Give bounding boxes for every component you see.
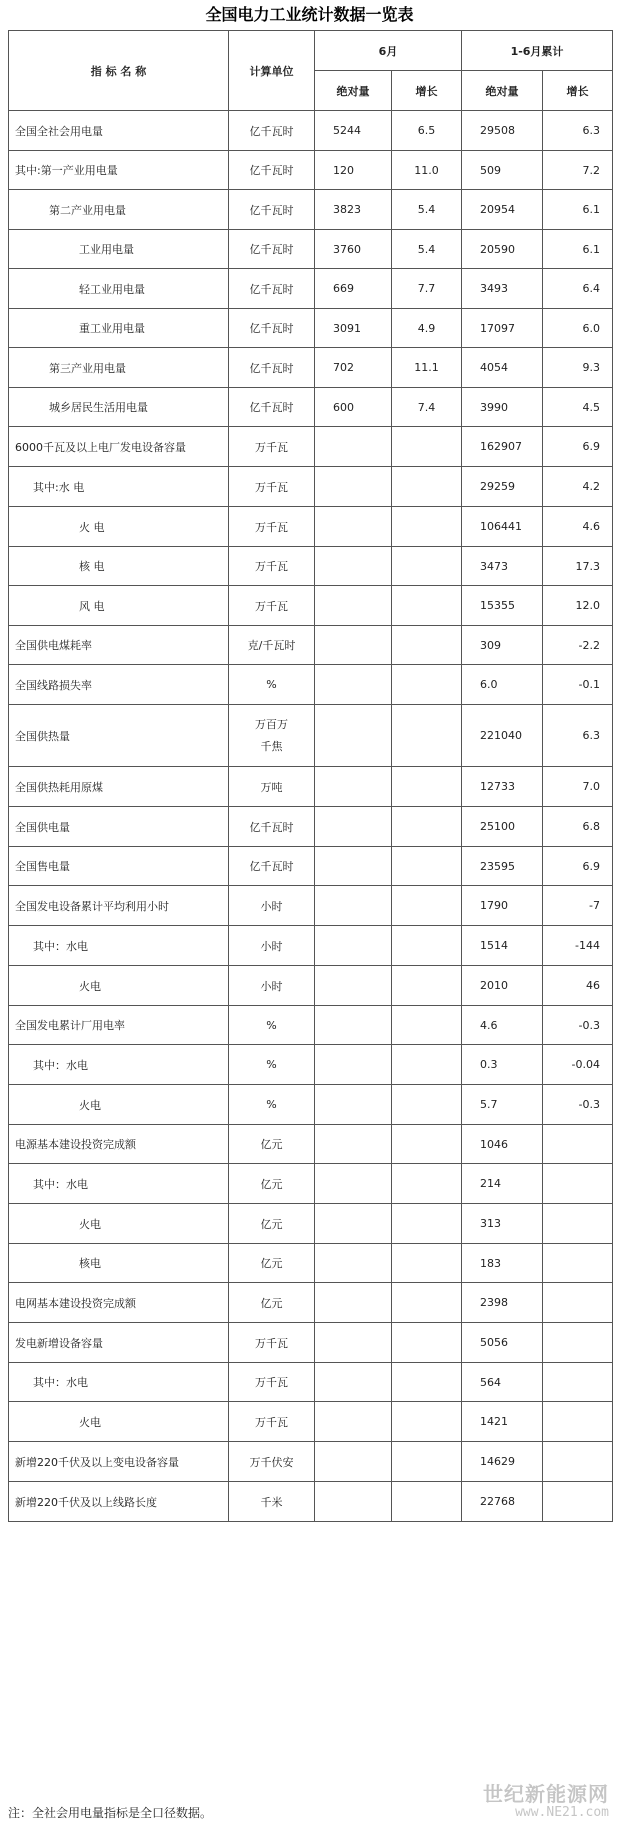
june-growth-cell: 5.4 (392, 230, 462, 269)
ytd-absolute-cell: 214 (462, 1164, 543, 1204)
ytd-absolute-cell: 6.0 (462, 665, 543, 705)
june-growth-cell: 7.4 (392, 388, 462, 427)
june-growth-cell (392, 427, 462, 467)
june-growth-cell (392, 1402, 462, 1442)
june-absolute-cell (315, 767, 392, 807)
ytd-absolute-cell: 3473 (462, 547, 543, 586)
unit-cell: 亿元 (229, 1244, 315, 1283)
table-row (9, 507, 613, 547)
indicator-name-cell: 发电新增设备容量 (9, 1323, 229, 1363)
table-body (9, 111, 613, 1522)
unit-cell: 亿千瓦时 (229, 388, 315, 427)
unit-cell: 亿元 (229, 1204, 315, 1244)
table-row (9, 1085, 613, 1125)
june-growth-cell (392, 1204, 462, 1244)
june-absolute-cell (315, 1482, 392, 1522)
table-row (9, 926, 613, 966)
unit-cell: 亿千瓦时 (229, 309, 315, 348)
indicator-name-cell: 火 电 (9, 507, 229, 547)
june-growth-cell (392, 1164, 462, 1204)
unit-cell: 万百万千焦 (229, 705, 315, 767)
june-growth-cell (392, 1045, 462, 1085)
june-absolute-cell: 3760 (315, 230, 392, 269)
ytd-absolute-cell: 29508 (462, 111, 543, 151)
ytd-growth-cell: 4.6 (543, 507, 613, 547)
june-absolute-cell (315, 547, 392, 586)
ytd-growth-cell: 7.2 (543, 151, 613, 190)
page-title: 全国电力工业统计数据一览表 (205, 5, 414, 24)
ytd-absolute-cell: 1046 (462, 1125, 543, 1164)
unit-cell: 克/千瓦时 (229, 626, 315, 665)
unit-cell: 小时 (229, 966, 315, 1006)
june-absolute-cell (315, 1323, 392, 1363)
ytd-growth-cell (543, 1283, 613, 1323)
indicator-name-cell: 其中：水电 (9, 926, 229, 966)
indicator-name-cell: 城乡居民生活用电量 (9, 388, 229, 427)
june-growth-cell (392, 547, 462, 586)
header-ytd-absolute: 绝对量 (462, 71, 543, 111)
unit-cell: 万千瓦 (229, 1363, 315, 1402)
unit-cell: 亿千瓦时 (229, 151, 315, 190)
ytd-growth-cell (543, 1363, 613, 1402)
june-absolute-cell (315, 1363, 392, 1402)
ytd-growth-cell: -7 (543, 886, 613, 926)
ytd-growth-cell (543, 1164, 613, 1204)
june-absolute-cell (315, 507, 392, 547)
table-row (9, 348, 613, 388)
june-growth-cell (392, 665, 462, 705)
june-growth-cell (392, 1283, 462, 1323)
unit-cell: % (229, 665, 315, 705)
june-absolute-cell (315, 1283, 392, 1323)
unit-cell: % (229, 1045, 315, 1085)
june-growth-cell: 11.1 (392, 348, 462, 388)
indicator-name-cell: 新增220千伏及以上线路长度 (9, 1482, 229, 1522)
ytd-growth-cell (543, 1125, 613, 1164)
ytd-absolute-cell: 20954 (462, 190, 543, 230)
ytd-absolute-cell: 2398 (462, 1283, 543, 1323)
ytd-growth-cell: 6.1 (543, 190, 613, 230)
ytd-growth-cell: -0.04 (543, 1045, 613, 1085)
june-growth-cell (392, 807, 462, 847)
ytd-absolute-cell: 1790 (462, 886, 543, 926)
june-growth-cell (392, 705, 462, 767)
june-absolute-cell (315, 926, 392, 966)
unit-cell: 万千瓦 (229, 467, 315, 507)
june-absolute-cell (315, 705, 392, 767)
june-absolute-cell (315, 1402, 392, 1442)
ytd-growth-cell: -2.2 (543, 626, 613, 665)
june-growth-cell (392, 1482, 462, 1522)
june-absolute-cell (315, 467, 392, 507)
unit-cell: 万千瓦 (229, 586, 315, 626)
indicator-name-cell: 其中:水 电 (9, 467, 229, 507)
header-june: 6月 (315, 31, 462, 71)
table-row (9, 111, 613, 151)
table-row (9, 427, 613, 467)
june-absolute-cell: 5244 (315, 111, 392, 151)
june-absolute-cell (315, 1244, 392, 1283)
table-row (9, 1323, 613, 1363)
ytd-absolute-cell: 4054 (462, 348, 543, 388)
ytd-absolute-cell: 1514 (462, 926, 543, 966)
indicator-name-cell: 全国发电累计厂用电率 (9, 1006, 229, 1045)
indicator-name-cell: 风 电 (9, 586, 229, 626)
june-absolute-cell (315, 1085, 392, 1125)
table-row (9, 547, 613, 586)
indicator-name-cell: 新增220千伏及以上变电设备容量 (9, 1442, 229, 1482)
june-growth-cell (392, 886, 462, 926)
ytd-absolute-cell: 3493 (462, 269, 543, 309)
statistics-table (8, 30, 613, 1522)
june-absolute-cell: 120 (315, 151, 392, 190)
indicator-name-cell: 全国供电煤耗率 (9, 626, 229, 665)
june-growth-cell (392, 1442, 462, 1482)
header-ytd-growth: 增长 (543, 71, 613, 111)
indicator-name-cell: 轻工业用电量 (9, 269, 229, 309)
ytd-growth-cell: 6.0 (543, 309, 613, 348)
unit-cell: 万千瓦 (229, 547, 315, 586)
indicator-name-cell: 电源基本建设投资完成额 (9, 1125, 229, 1164)
ytd-growth-cell: 6.8 (543, 807, 613, 847)
ytd-absolute-cell: 183 (462, 1244, 543, 1283)
table-row (9, 1482, 613, 1522)
indicator-name-cell: 第二产业用电量 (9, 190, 229, 230)
table-row (9, 966, 613, 1006)
ytd-growth-cell (543, 1442, 613, 1482)
ytd-absolute-cell: 5056 (462, 1323, 543, 1363)
table-row (9, 1006, 613, 1045)
ytd-absolute-cell: 22768 (462, 1482, 543, 1522)
table-row (9, 309, 613, 348)
june-growth-cell: 4.9 (392, 309, 462, 348)
june-growth-cell (392, 926, 462, 966)
ytd-growth-cell: 6.9 (543, 847, 613, 886)
table-row (9, 1402, 613, 1442)
unit-cell: 万千瓦 (229, 1323, 315, 1363)
june-growth-cell (392, 767, 462, 807)
header-unit: 计算单位 (229, 31, 315, 111)
june-absolute-cell (315, 807, 392, 847)
ytd-growth-cell: -0.1 (543, 665, 613, 705)
ytd-growth-cell: 6.3 (543, 705, 613, 767)
indicator-name-cell: 火电 (9, 966, 229, 1006)
unit-cell: 万千瓦 (229, 427, 315, 467)
watermark-url: www.NE21.com (515, 1805, 609, 1820)
ytd-absolute-cell: 17097 (462, 309, 543, 348)
indicator-name-cell: 核电 (9, 1244, 229, 1283)
ytd-absolute-cell: 509 (462, 151, 543, 190)
indicator-name-cell: 全国供电量 (9, 807, 229, 847)
indicator-name-cell: 全国发电设备累计平均利用小时 (9, 886, 229, 926)
table-row (9, 1204, 613, 1244)
june-absolute-cell (315, 665, 392, 705)
table-row (9, 230, 613, 269)
table-row (9, 1442, 613, 1482)
ytd-growth-cell: 6.9 (543, 427, 613, 467)
ytd-growth-cell: 46 (543, 966, 613, 1006)
ytd-growth-cell (543, 1482, 613, 1522)
ytd-absolute-cell: 15355 (462, 586, 543, 626)
indicator-name-cell: 核 电 (9, 547, 229, 586)
june-absolute-cell (315, 1204, 392, 1244)
ytd-growth-cell: -144 (543, 926, 613, 966)
unit-cell: % (229, 1006, 315, 1045)
ytd-absolute-cell: 23595 (462, 847, 543, 886)
june-absolute-cell (315, 966, 392, 1006)
june-absolute-cell (315, 1045, 392, 1085)
unit-cell: 亿千瓦时 (229, 348, 315, 388)
ytd-growth-cell: 7.0 (543, 767, 613, 807)
indicator-name-cell: 全国供热量 (9, 705, 229, 767)
table-row (9, 151, 613, 190)
june-absolute-cell (315, 1164, 392, 1204)
unit-cell: 小时 (229, 886, 315, 926)
ytd-absolute-cell: 313 (462, 1204, 543, 1244)
header-ytd: 1-6月累计 (462, 31, 613, 71)
ytd-absolute-cell: 0.3 (462, 1045, 543, 1085)
june-absolute-cell (315, 886, 392, 926)
june-growth-cell (392, 1244, 462, 1283)
watermark-brand: 世纪新能源网 (483, 1782, 609, 1806)
table-row (9, 1283, 613, 1323)
indicator-name-cell: 全国线路损失率 (9, 665, 229, 705)
june-growth-cell: 11.0 (392, 151, 462, 190)
watermark-logo (459, 1778, 609, 1818)
ytd-absolute-cell: 20590 (462, 230, 543, 269)
ytd-absolute-cell: 14629 (462, 1442, 543, 1482)
unit-cell: 亿千瓦时 (229, 111, 315, 151)
june-growth-cell (392, 1085, 462, 1125)
table-row (9, 388, 613, 427)
ytd-growth-cell: 4.2 (543, 467, 613, 507)
unit-cell: 万千瓦 (229, 1402, 315, 1442)
june-growth-cell (392, 1125, 462, 1164)
header-june-growth: 增长 (392, 71, 462, 111)
table-row (9, 1125, 613, 1164)
june-absolute-cell (315, 1006, 392, 1045)
indicator-name-cell: 其中：水电 (9, 1045, 229, 1085)
table-row (9, 1164, 613, 1204)
table-row (9, 767, 613, 807)
unit-cell: 亿千瓦时 (229, 807, 315, 847)
table-row (9, 1244, 613, 1283)
indicator-name-cell: 其中：水电 (9, 1363, 229, 1402)
ytd-absolute-cell: 2010 (462, 966, 543, 1006)
ytd-absolute-cell: 25100 (462, 807, 543, 847)
header-june-absolute: 绝对量 (315, 71, 392, 111)
june-absolute-cell (315, 1125, 392, 1164)
june-absolute-cell (315, 847, 392, 886)
indicator-name-cell: 全国全社会用电量 (9, 111, 229, 151)
june-absolute-cell (315, 427, 392, 467)
ytd-absolute-cell: 106441 (462, 507, 543, 547)
table-row (9, 190, 613, 230)
june-growth-cell (392, 507, 462, 547)
unit-cell: 亿元 (229, 1164, 315, 1204)
indicator-name-cell: 全国供热耗用原煤 (9, 767, 229, 807)
ytd-growth-cell: 6.1 (543, 230, 613, 269)
table-row (9, 586, 613, 626)
unit-cell: 亿元 (229, 1125, 315, 1164)
june-growth-cell (392, 626, 462, 665)
ytd-growth-cell: -0.3 (543, 1006, 613, 1045)
june-absolute-cell: 669 (315, 269, 392, 309)
ytd-growth-cell (543, 1244, 613, 1283)
ytd-absolute-cell: 1421 (462, 1402, 543, 1442)
ytd-growth-cell (543, 1402, 613, 1442)
june-growth-cell: 7.7 (392, 269, 462, 309)
june-growth-cell (392, 1363, 462, 1402)
ytd-absolute-cell: 221040 (462, 705, 543, 767)
unit-cell: 小时 (229, 926, 315, 966)
header-indicator-name: 指 标 名 称 (9, 31, 229, 111)
june-absolute-cell: 3823 (315, 190, 392, 230)
unit-cell: 万千伏安 (229, 1442, 315, 1482)
table-row (9, 665, 613, 705)
unit-cell: 亿千瓦时 (229, 847, 315, 886)
table-row (9, 626, 613, 665)
unit-cell: 亿千瓦时 (229, 269, 315, 309)
unit-cell: 亿元 (229, 1283, 315, 1323)
indicator-name-cell: 电网基本建设投资完成额 (9, 1283, 229, 1323)
unit-cell: 亿千瓦时 (229, 190, 315, 230)
table-row (9, 705, 613, 767)
table-row (9, 1363, 613, 1402)
table-row (9, 467, 613, 507)
ytd-growth-cell: 6.3 (543, 111, 613, 151)
ytd-growth-cell: -0.3 (543, 1085, 613, 1125)
ytd-absolute-cell: 162907 (462, 427, 543, 467)
indicator-name-cell: 火电 (9, 1085, 229, 1125)
june-growth-cell (392, 847, 462, 886)
ytd-absolute-cell: 564 (462, 1363, 543, 1402)
june-growth-cell (392, 966, 462, 1006)
june-absolute-cell (315, 586, 392, 626)
indicator-name-cell: 第三产业用电量 (9, 348, 229, 388)
june-growth-cell: 5.4 (392, 190, 462, 230)
ytd-growth-cell (543, 1204, 613, 1244)
indicator-name-cell: 全国售电量 (9, 847, 229, 886)
table-row (9, 886, 613, 926)
ytd-absolute-cell: 12733 (462, 767, 543, 807)
june-absolute-cell (315, 1442, 392, 1482)
ytd-growth-cell: 4.5 (543, 388, 613, 427)
indicator-name-cell: 火电 (9, 1204, 229, 1244)
ytd-growth-cell: 9.3 (543, 348, 613, 388)
unit-cell: 万千瓦 (229, 507, 315, 547)
indicator-name-cell: 6000千瓦及以上电厂发电设备容量 (9, 427, 229, 467)
june-growth-cell: 6.5 (392, 111, 462, 151)
unit-cell: 万吨 (229, 767, 315, 807)
ytd-growth-cell: 17.3 (543, 547, 613, 586)
unit-cell: % (229, 1085, 315, 1125)
ytd-absolute-cell: 29259 (462, 467, 543, 507)
june-growth-cell (392, 1323, 462, 1363)
indicator-name-cell: 其中:第一产业用电量 (9, 151, 229, 190)
table-row (9, 269, 613, 309)
table-row (9, 1045, 613, 1085)
june-growth-cell (392, 467, 462, 507)
june-absolute-cell: 702 (315, 348, 392, 388)
unit-cell: 千米 (229, 1482, 315, 1522)
indicator-name-cell: 火电 (9, 1402, 229, 1442)
june-absolute-cell (315, 626, 392, 665)
unit-cell: 亿千瓦时 (229, 230, 315, 269)
indicator-name-cell: 重工业用电量 (9, 309, 229, 348)
table-row (9, 847, 613, 886)
ytd-growth-cell (543, 1323, 613, 1363)
indicator-name-cell: 其中：水电 (9, 1164, 229, 1204)
indicator-name-cell: 工业用电量 (9, 230, 229, 269)
ytd-absolute-cell: 5.7 (462, 1085, 543, 1125)
ytd-absolute-cell: 3990 (462, 388, 543, 427)
june-absolute-cell: 3091 (315, 309, 392, 348)
june-growth-cell (392, 586, 462, 626)
ytd-absolute-cell: 309 (462, 626, 543, 665)
june-growth-cell (392, 1006, 462, 1045)
table-row (9, 807, 613, 847)
ytd-growth-cell: 6.4 (543, 269, 613, 309)
ytd-absolute-cell: 4.6 (462, 1006, 543, 1045)
june-absolute-cell: 600 (315, 388, 392, 427)
ytd-growth-cell: 12.0 (543, 586, 613, 626)
footnote: 注：全社会用电量指标是全口径数据。 (8, 1806, 213, 1820)
